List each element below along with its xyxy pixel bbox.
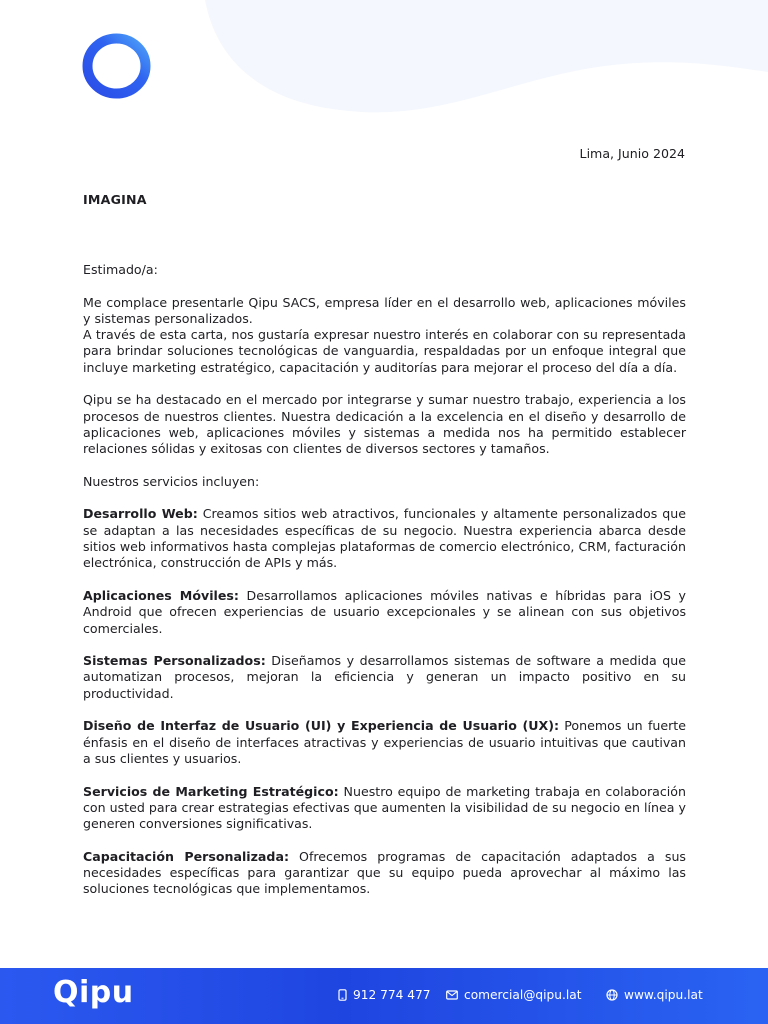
service-item bbox=[83, 784, 686, 833]
service-description: Desarrollamos aplicaciones móviles nativas e híbridas para iOS y Android que ofrecen experiencias de usuario excepcionales y se alinean con sus objetivos comerciales. bbox=[83, 587, 687, 636]
globe-icon bbox=[606, 989, 618, 1001]
service-title: Desarrollo Web: bbox=[83, 506, 198, 522]
service-title: Capacitación Personalizada: bbox=[83, 848, 289, 864]
service-item bbox=[83, 849, 686, 898]
experience-paragraph: Qipu se ha destacado en el mercado por integrarse y sumar nuestro trabajo, experiencia a los procesos de nuestros clientes. Nuestra dedicación a la excelencia en el diseño y desarrollo de aplicaciones web, aplicaciones móviles y sistemas a medida nos ha permitido establecer relaciones sólidas y exitosas con clientes de diversos sectores y tamaños. bbox=[83, 392, 686, 457]
greeting: Estimado/a: bbox=[83, 262, 158, 277]
phone-icon bbox=[338, 989, 347, 1001]
qipu-logo-icon bbox=[82, 33, 151, 99]
letter-body bbox=[83, 262, 686, 914]
letter-date: Lima, Junio 2024 bbox=[579, 146, 685, 161]
services-intro: Nuestros servicios incluyen: bbox=[83, 473, 260, 489]
footer-bar bbox=[0, 968, 768, 1024]
service-title: Diseño de Interfaz de Usuario (UI) y Experiencia de Usuario (UX): bbox=[83, 718, 559, 734]
mail-icon bbox=[446, 990, 458, 1000]
email-address: comercial@qipu.lat bbox=[464, 988, 582, 1002]
service-description: Diseñamos y desarrollamos sistemas de software a medida que automatizan procesos, mejoran la eficiencia y generan un impacto positivo en su productividad. bbox=[83, 653, 686, 701]
service-item bbox=[83, 588, 686, 637]
service-description: Creamos sitios web atractivos, funcionales y altamente personalizados que se adaptan a las necesidades específicas de su negocio. Nuestra experiencia abarca desde sitios web informativos hasta complejas plataformas de comercio electrónico, CRM, facturación electrónica, construcción de APIs y más. bbox=[83, 506, 686, 571]
footer-phone[interactable] bbox=[338, 988, 431, 1002]
intro-paragraph-2: A través de esta carta, nos gustaría expresar nuestro interés en colaborar con su representada para brindar soluciones tecnológicas de vanguardia, respaldadas por un enfoque integral que incluye marketing estratégico, capacitación y auditorías para mejorar el proceso del día a día. bbox=[83, 327, 686, 375]
intro-paragraph-1: Me complace presentarle Qipu SACS, empresa líder en el desarrollo web, aplicaciones móviles y sistemas personalizados. bbox=[83, 294, 686, 326]
service-description: Ofrecemos programas de capacitación adaptados a sus necesidades específicas para garantizar que su equipo pueda aprovechar al máximo las soluciones tecnológicas que implementamos. bbox=[83, 848, 686, 897]
website-url: www.qipu.lat bbox=[624, 988, 703, 1002]
service-title: Sistemas Personalizados: bbox=[83, 653, 266, 669]
service-item bbox=[83, 506, 686, 571]
service-item bbox=[83, 653, 686, 702]
footer-email[interactable] bbox=[446, 988, 582, 1002]
service-title: Aplicaciones Móviles: bbox=[83, 587, 239, 603]
service-title: Servicios de Marketing Estratégico: bbox=[83, 783, 339, 799]
service-item bbox=[83, 718, 686, 767]
footer-website[interactable] bbox=[606, 988, 703, 1002]
service-description: Nuestro equipo de marketing trabaja en colaboración con usted para crear estrategias efectivas que aumenten la visibilidad de su negocio en línea y generen conversiones significativas. bbox=[83, 783, 686, 832]
service-description: Ponemos un fuerte énfasis en el diseño de interfaces atractivas y experiencias de usuario intuitivas que cautivan a sus clientes y usuarios. bbox=[83, 718, 686, 766]
phone-number: 912 774 477 bbox=[353, 988, 431, 1002]
recipient-name: IMAGINA bbox=[83, 192, 147, 207]
footer-brand-logo: Qipu bbox=[53, 975, 134, 1010]
